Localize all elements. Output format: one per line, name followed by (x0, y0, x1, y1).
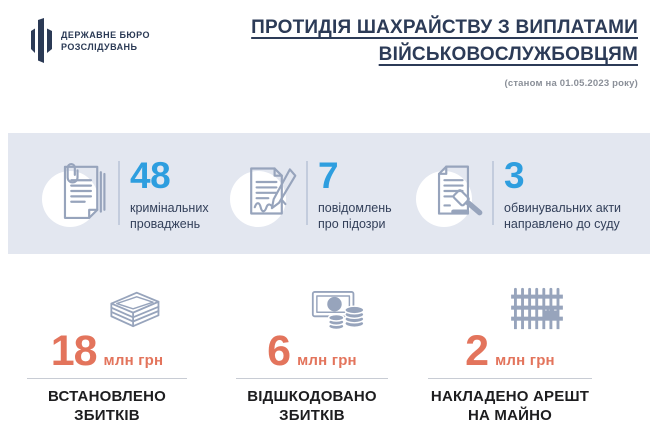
money-property-seized (428, 286, 592, 426)
stat-label: кримінальних проваджень (130, 201, 209, 232)
page-title-line1: ПРОТИДІЯ ШАХРАЙСТВУ З ВИПЛАТАМИ (251, 17, 638, 38)
dbr-logo (31, 18, 150, 64)
stat-label: повідомлень про підозри (318, 201, 392, 232)
stat-value: 48 (130, 155, 171, 196)
stat-text (130, 155, 209, 233)
banknote-coins-icon (263, 286, 415, 338)
money-value: 6 (267, 327, 291, 375)
as-of-date: (станом на 01.05.2023 року) (504, 77, 638, 89)
stat-value: 3 (504, 155, 525, 196)
stat-value: 7 (318, 155, 339, 196)
dbr-logo-text (61, 29, 150, 53)
money-divider-line (27, 378, 187, 379)
stat-band (8, 133, 650, 254)
logo-text-line1: ДЕРЖАВНЕ БЮРО (61, 29, 150, 40)
money-value-row (428, 327, 592, 375)
prison-bars-icon (455, 286, 619, 338)
money-damages-reimbursed (236, 286, 388, 426)
document-paperclip-icon (56, 159, 108, 223)
logo-text-line2: РОЗСЛІДУВАНЬ (61, 42, 138, 52)
money-unit: млн грн (297, 352, 357, 369)
money-value: 2 (465, 327, 489, 375)
stat-icon-wrap (44, 155, 114, 235)
stat-icon-wrap (418, 155, 488, 235)
stat-text (504, 155, 621, 233)
money-divider-line (428, 378, 592, 379)
stat-icon-wrap (232, 155, 302, 235)
stat-text (318, 155, 392, 233)
money-label: ВІДШКОДОВАНО ЗБИТКІВ (247, 387, 377, 425)
stat-criminal-proceedings (44, 155, 209, 235)
money-value-row (27, 327, 187, 375)
money-divider-line (236, 378, 388, 379)
document-gavel-icon (430, 159, 486, 223)
money-damages-established (27, 286, 187, 426)
stat-indictments (418, 155, 621, 235)
dbr-logo-icon (31, 18, 52, 64)
money-value-row (236, 327, 388, 375)
title-block (251, 15, 638, 89)
money-label: ВСТАНОВЛЕНО ЗБИТКІВ (48, 387, 166, 425)
stat-divider (118, 161, 120, 225)
banknotes-stack-icon (54, 286, 214, 338)
money-unit: млн грн (103, 352, 164, 369)
page-title-line2: ВІЙСЬКОВОСЛУЖБОВЦЯМ (378, 43, 638, 65)
money-value: 18 (50, 327, 97, 375)
money-unit: млн грн (495, 352, 555, 369)
stat-suspicion-notices (232, 155, 392, 235)
stat-divider (492, 161, 494, 225)
stat-divider (306, 161, 308, 225)
document-pen-icon (244, 159, 298, 223)
stat-label: обвинувальних акти направлено до суду (504, 201, 622, 232)
money-label: НАКЛАДЕНО АРЕШТ НА МАЙНО (430, 387, 590, 425)
